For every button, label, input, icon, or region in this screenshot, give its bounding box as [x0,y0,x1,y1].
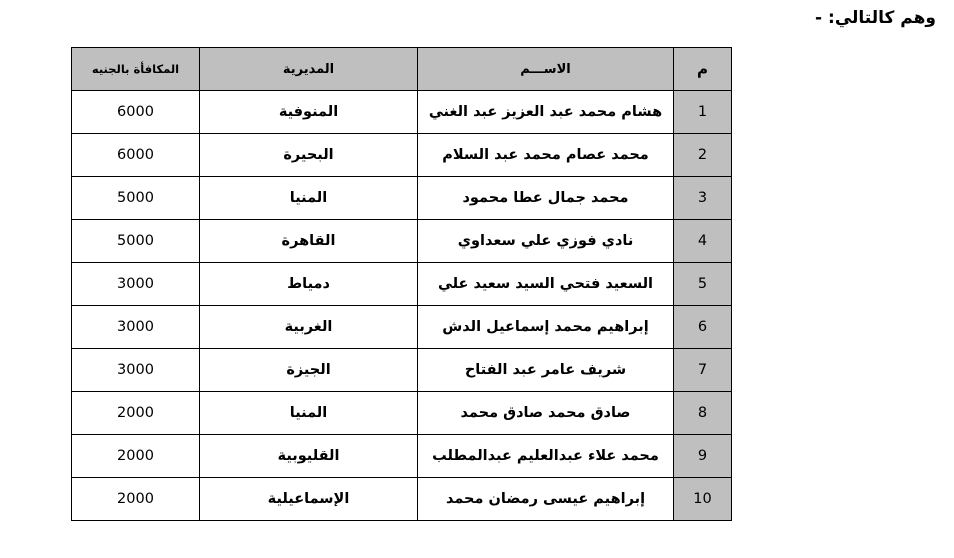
table-row [72,91,732,134]
cell-index: 1 [674,91,732,134]
cell-name: محمد علاء عبدالعليم عبدالمطلب [418,435,674,478]
table-header [72,48,732,91]
cell-reward: 3000 [72,349,200,392]
rewards-table [71,47,732,521]
cell-name: محمد عصام محمد عبد السلام [418,134,674,177]
cell-reward: 5000 [72,220,200,263]
page-title [815,8,936,28]
cell-name: إبراهيم محمد إسماعيل الدش [418,306,674,349]
cell-directorate: المنيا [200,392,418,435]
table-row [72,177,732,220]
column-header-reward: المكافأة بالجنيه [72,48,200,91]
cell-reward: 2000 [72,478,200,521]
cell-reward: 3000 [72,263,200,306]
cell-directorate: القاهرة [200,220,418,263]
table-row [72,478,732,521]
table-row [72,263,732,306]
cell-index: 10 [674,478,732,521]
cell-reward: 2000 [72,435,200,478]
page-title-text: وهم كالتالي [834,8,936,28]
table-body [72,91,732,521]
cell-name: هشام محمد عبد العزيز عبد الغني [418,91,674,134]
cell-directorate: المنوفية [200,91,418,134]
cell-name: إبراهيم عيسى رمضان محمد [418,478,674,521]
cell-directorate: دمياط [200,263,418,306]
cell-reward: 6000 [72,134,200,177]
table-header-row [72,48,732,91]
cell-name: السعيد فتحي السيد سعيد علي [418,263,674,306]
column-header-name: الاســـم [418,48,674,91]
cell-index: 2 [674,134,732,177]
cell-name: صادق محمد صادق محمد [418,392,674,435]
table-row [72,392,732,435]
cell-name: نادي فوزي علي سعداوي [418,220,674,263]
cell-index: 6 [674,306,732,349]
cell-reward: 6000 [72,91,200,134]
column-header-directorate: المديرية [200,48,418,91]
cell-reward: 3000 [72,306,200,349]
page-title-suffix: : - [815,8,835,28]
rewards-table-container [72,47,732,521]
cell-name: شريف عامر عبد الفتاح [418,349,674,392]
cell-index: 4 [674,220,732,263]
cell-directorate: الغربية [200,306,418,349]
table-row [72,220,732,263]
table-row [72,306,732,349]
cell-index: 5 [674,263,732,306]
cell-index: 7 [674,349,732,392]
cell-directorate: الجيزة [200,349,418,392]
cell-reward: 5000 [72,177,200,220]
cell-directorate: الإسماعيلية [200,478,418,521]
cell-index: 3 [674,177,732,220]
column-header-index: م [674,48,732,91]
table-row [72,134,732,177]
cell-index: 9 [674,435,732,478]
cell-name: محمد جمال عطا محمود [418,177,674,220]
cell-directorate: المنيا [200,177,418,220]
cell-index: 8 [674,392,732,435]
table-row [72,349,732,392]
cell-directorate: القليوبية [200,435,418,478]
cell-reward: 2000 [72,392,200,435]
cell-directorate: البحيرة [200,134,418,177]
table-row [72,435,732,478]
